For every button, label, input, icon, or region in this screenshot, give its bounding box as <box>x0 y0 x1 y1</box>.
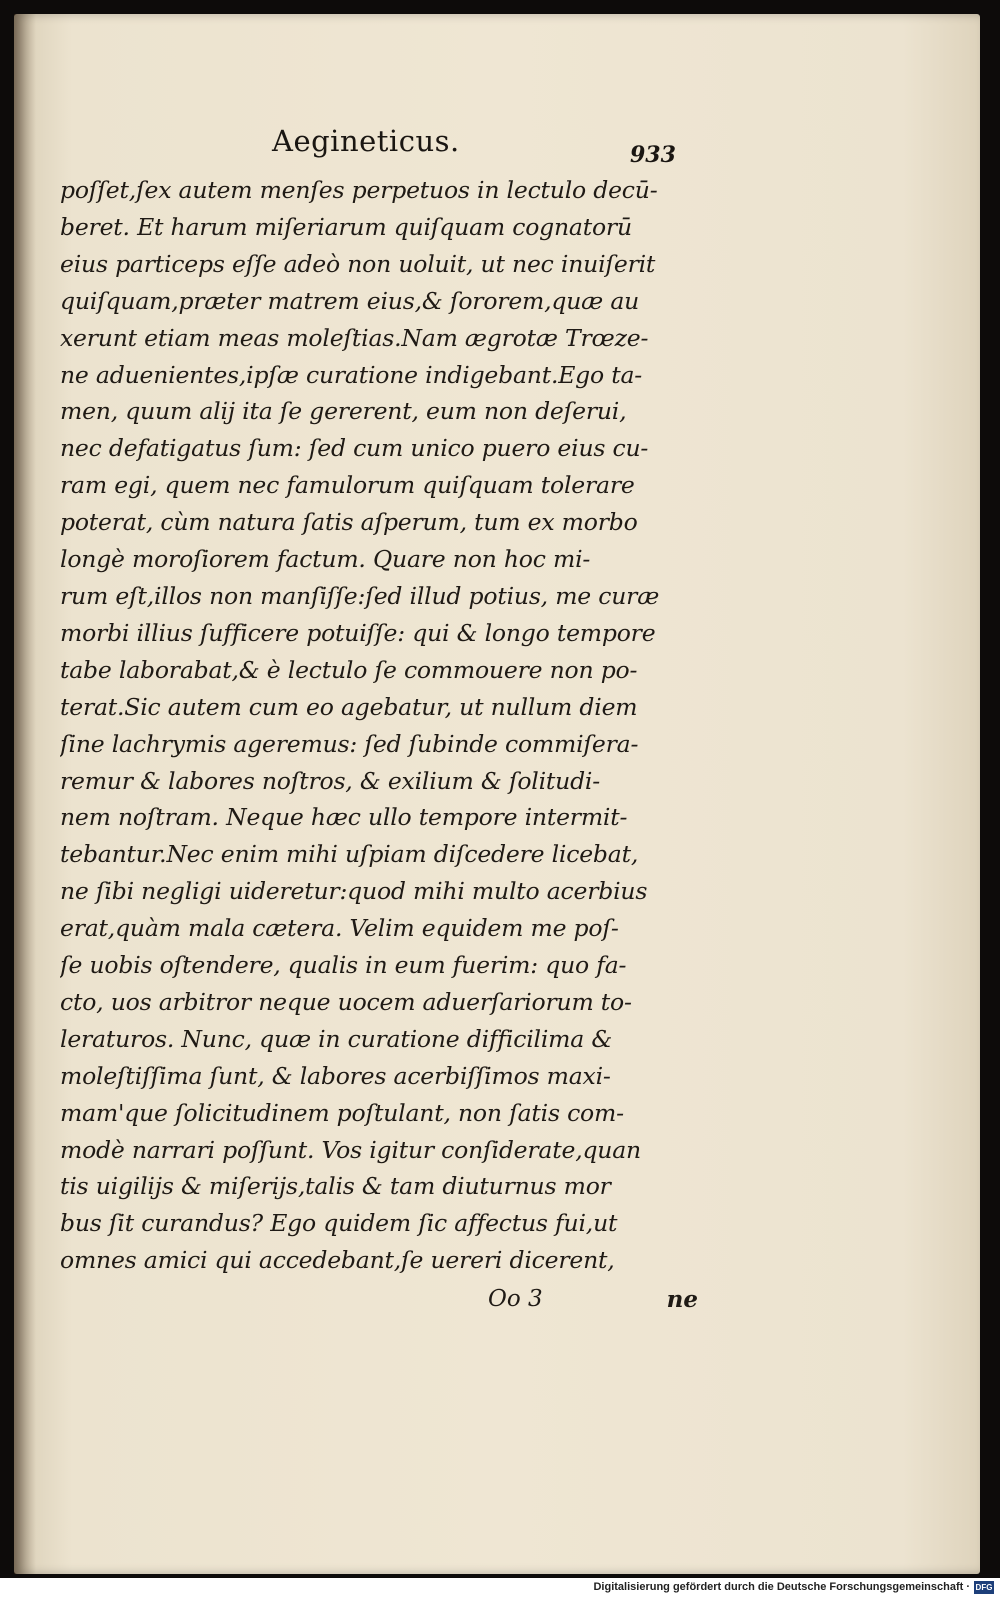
text-line: ſine lachrymis ageremus: ſed ſubinde commiſera- <box>60 729 639 758</box>
text-line: tebantur.Nec enim mihi uſpiam diſcedere licebat, <box>60 840 639 869</box>
text-line: morbi illius ſufficere potuiſſe: qui & longo tempore <box>60 618 656 647</box>
text-line: ſe uobis oſtendere, qualis in eum fuerim: quo fa- <box>60 951 627 980</box>
book-page <box>14 14 980 1574</box>
text-line: cto, uos arbitror neque uocem aduerſariorum to- <box>60 987 632 1016</box>
catchword: ne <box>666 1286 698 1313</box>
running-head: Aegineticus. <box>272 124 460 158</box>
dfg-logo: DFG <box>975 1583 993 1592</box>
text-line: bus ſit curandus? Ego quidem ſic affectus fui,ut <box>60 1209 618 1238</box>
text-line: moleſtiſſima ſunt, & labores acerbiſſimos maxi- <box>60 1061 611 1090</box>
text-line: ne ſibi negligi uideretur:quod mihi multo acerbius <box>60 877 648 906</box>
text-line: tis uigilijs & miſerijs,talis & tam diuturnus mor <box>60 1172 611 1201</box>
text-line: tabe laborabat,& è lectulo ſe commouere non po- <box>60 655 638 684</box>
text-line: omnes amici qui accedebant,ſe uereri dicerent, <box>60 1246 615 1275</box>
text-line: poterat, cùm natura ſatis aſperum, tum ex morbo <box>60 508 638 537</box>
text-line: modè narrari poſſunt. Vos igitur conſiderate,quan <box>60 1135 641 1164</box>
page-gutter-shadow <box>14 14 36 1574</box>
text-line: poſſet,ſex autem menſes perpetuos in lectulo decū- <box>60 176 658 204</box>
text-line: xerunt etiam meas moleſtias.Nam ægrotæ Trœze- <box>60 323 649 352</box>
funding-credit: Digitalisierung gefördert durch die Deutsche Forschungsgemeinschaft · <box>593 1581 970 1593</box>
page-number: 933 <box>630 142 676 168</box>
body-text <box>60 172 696 1279</box>
text-line: ram egi, quem nec famulorum quiſquam tolerare <box>60 471 635 500</box>
text-line: nem noſtram. Neque hæc ullo tempore intermit- <box>60 803 628 832</box>
text-line: men, quum alij ita ſe gererent, eum non deſerui, <box>60 397 627 426</box>
text-line: mam'que ſolicitudinem poſtulant, non ſatis com- <box>60 1098 624 1127</box>
text-line: erat,quàm mala cætera. Velim equidem me poſ- <box>60 914 619 943</box>
text-line: remur & labores noſtros, & exilium & ſolitudi- <box>60 766 600 795</box>
text-line: terat.Sic autem cum eo agebatur, ut nullum diem <box>60 692 638 721</box>
text-line: rum eſt,illos non manſiſſe:ſed illud potius, me curæ <box>60 581 660 610</box>
footer-bar <box>0 1578 1000 1598</box>
text-line: eius particeps eſſe adeò non uoluit, ut nec inuiſerit <box>60 249 656 278</box>
text-line: leraturos. Nunc, quæ in curatione difficilima & <box>60 1024 613 1053</box>
text-line: nec defatigatus ſum: ſed cum unico puero eius cu- <box>60 434 649 463</box>
text-line: longè moroſiorem factum. Quare non hoc mi- <box>60 545 591 574</box>
printer-signature: Oo 3 <box>488 1286 543 1312</box>
text-line: ne aduenientes,ipſæ curatione indigebant.Ego ta- <box>60 360 643 389</box>
text-line: quiſquam,præter matrem eius,& ſororem,quæ au <box>60 286 640 315</box>
text-line: beret. Et harum miſeriarum quiſquam cognatorū <box>60 212 632 241</box>
